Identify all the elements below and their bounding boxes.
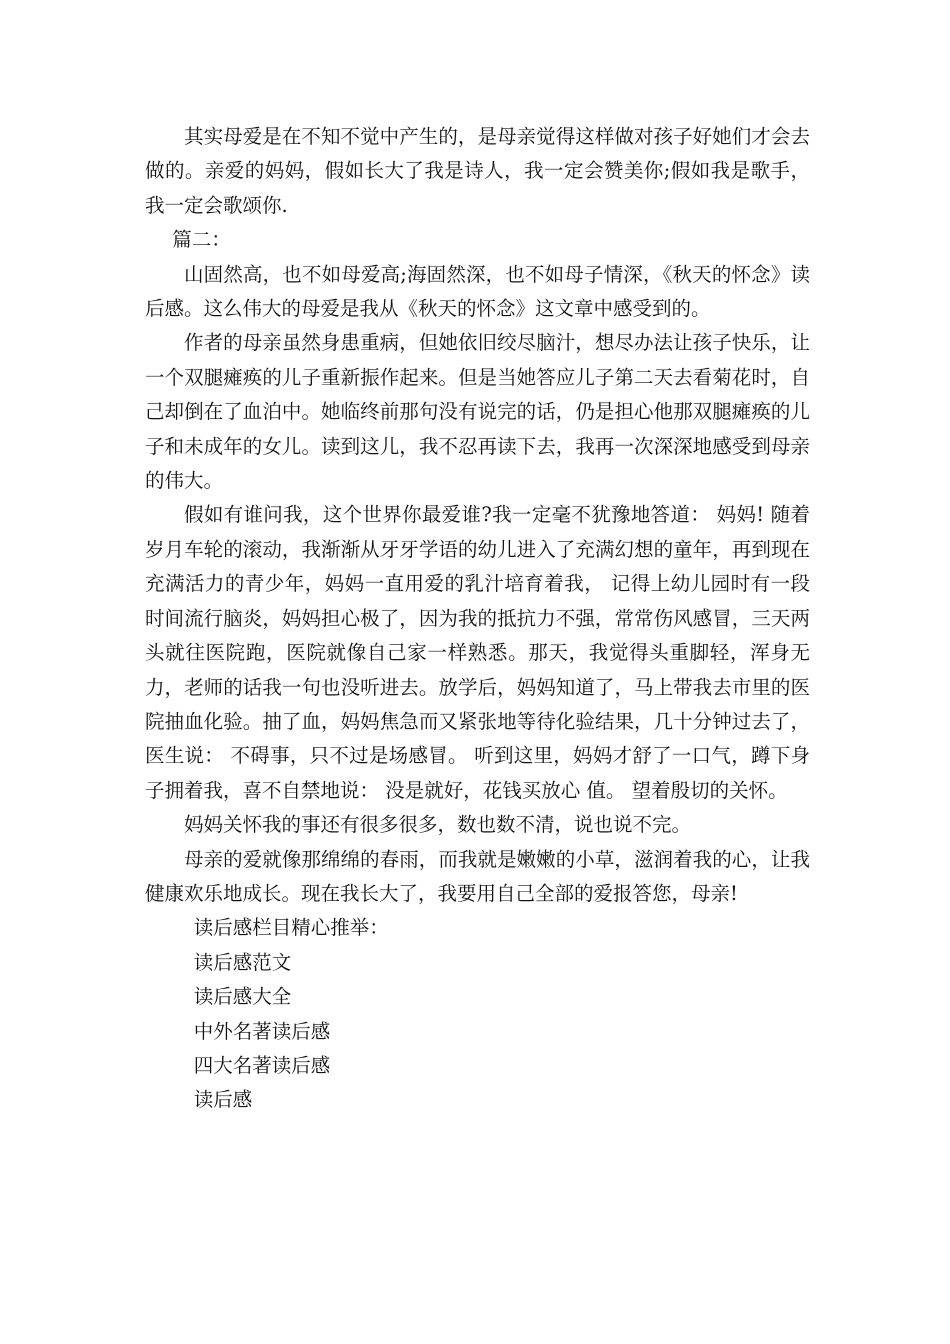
recommend-item[interactable]: 中外名著读后感 [193,1019,331,1043]
body-paragraph: 假如有谁问我，这个世界你最爱谁?我一定毫不犹豫地答道： 妈妈! 随着岁月车轮的滚动，我渐渐从牙牙学语的幼儿进入了充满幻想的童年，再到现在充满活力的青少年，妈妈一直用爱的乳汁培育着我， 记得上幼儿园时有一段时间流行脑炎，妈妈担心极了，因为我的抵抗力不强，常常伤风感冒，三天两头就往医院跑，医院就像自己家一样熟悉。那天，我觉得头重脚轻，浑身无力，老师的话我一句也没听进去。放学后，妈妈知道了，马上带我去市里的医院抽血化验。抽了血，妈妈焦急而又紧张地等待化验结果，几十分钟过去了，医生说： 不碍事，只不过是场感冒。 听到这里，妈妈才舒了一口气，蹲下身子拥着我，喜不自禁地说： 没是就好，花钱买放心 值。 望着殷切的关怀。 [145,503,810,802]
recommend-item[interactable]: 读后感范文 [193,950,292,974]
section-heading: 篇二： [172,228,231,252]
recommend-list [145,946,810,1118]
body-paragraph: 其实母爱是在不知不觉中产生的，是母亲觉得这样做对孩子好她们才会去做的。亲爱的妈妈，假如长大了我是诗人，我一定会赞美你;假如我是歌手，我一定会歌颂你. [145,125,810,217]
document-page [145,120,810,1118]
body-paragraph: 山固然高，也不如母爱高;海固然深，也不如母子情深，《秋天的怀念》读后感。这么伟大的母爱是我从《秋天的怀念》这文章中感受到的。 [145,262,810,321]
body-paragraph: 母亲的爱就像那绵绵的春雨，而我就是嫩嫩的小草，滋润着我的心，让我健康欢乐地成长。现在我长大了，我要用自己全部的爱报答您，母亲! [145,847,810,905]
body-paragraph: 作者的母亲虽然身患重病，但她依旧绞尽脑汁，想尽办法让孩子快乐，让一个双腿瘫痪的儿子重新振作起来。但是当她答应儿子第二天去看菊花时，自己却倒在了血泊中。她临终前那句没有说完的话，仍是担心他那双腿瘫痪的儿子和未成年的女儿。读到这儿，我不忍再读下去，我再一次深深地感受到母亲的伟大。 [145,331,810,493]
recommend-item[interactable]: 读后感 [193,1088,253,1112]
recommend-title: 读后感栏目精心推举： [193,916,389,940]
recommend-item[interactable]: 读后感大全 [193,985,292,1009]
recommend-item[interactable]: 四大名著读后感 [193,1053,331,1077]
body-paragraph: 妈妈关怀我的事还有很多很多，数也数不清，说也说不完。 [184,813,692,837]
